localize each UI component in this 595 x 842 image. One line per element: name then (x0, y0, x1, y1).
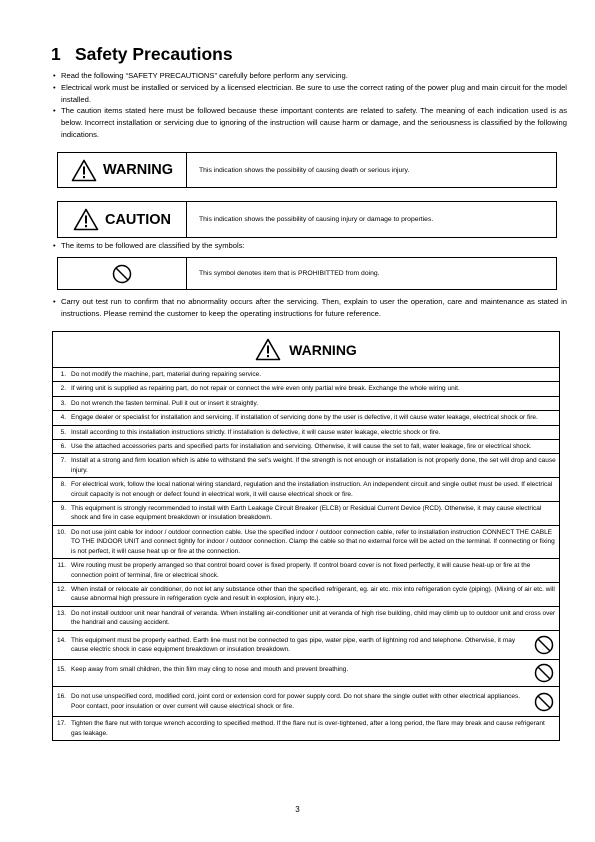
item-number: 12. (56, 585, 66, 593)
warning-table (52, 331, 560, 741)
intro-item: • Read the following “SAFETY PRECAUTIONS” carefully before perform any servicing. (52, 70, 567, 82)
item-number: 14. (56, 636, 66, 644)
table-row (53, 368, 559, 381)
item-text: Keep away from small children, the thin film may cling to nose and mouth and prevent breathing. (71, 666, 349, 674)
prohibited-symbol-cell (58, 258, 187, 289)
table-row (53, 425, 559, 439)
item-number: 11. (57, 562, 66, 570)
item-number: 15. (56, 666, 66, 674)
item-number: 6. (60, 443, 66, 451)
warning-table-header (53, 332, 559, 368)
symbols-note: • The items to be followed are classified by the symbols: (52, 240, 567, 252)
table-row (53, 477, 559, 501)
item-number: 5. (60, 428, 66, 436)
item-number: 3. (60, 399, 66, 407)
item-text: Engage dealer or specialist for installation and servicing. If installation of servicing done by the user is defective, it will cause water leakage, electrical shock or fire. (71, 414, 538, 422)
table-row (53, 659, 559, 686)
table-row (53, 381, 559, 395)
intro-item: • Electrical work must be installed or serviced by a licensed electrician. Be sure to use the correct rating of the power plug and main circuit for the model installed. (52, 82, 567, 106)
prohibited-indication-box (57, 257, 557, 290)
item-number: 16. (56, 693, 66, 701)
caution-triangle-icon (73, 208, 99, 231)
item-number: 13. (56, 609, 66, 617)
item-text: Tighten the flare nut with torque wrench according to specified method. If the flare nut is over-tightened, after a long period, the flare may break and cause refrigerant gas leakage. (71, 720, 545, 737)
table-row (53, 630, 559, 660)
table-row (53, 558, 559, 582)
item-number: 2. (60, 385, 66, 393)
item-text: For electrical work, follow the local national wiring standard, regulation and the installation instruction. An independent circuit and single outlet must be used. If electrical circuit capacity is not enough or defect found in electrical work, it will cause electrical shock or fire. (71, 481, 553, 498)
page-title (51, 44, 233, 65)
test-run-note: • Carry out test run to confirm that no abnormality occurs after the servicing. Then, explain to user the operation, care and maintenance as stated in instructions. Please remind the customer to keep the operating instructions for future reference. (52, 296, 567, 320)
warning-table-heading: WARNING (289, 341, 357, 358)
warning-triangle-icon (71, 159, 97, 182)
caution-label-cell (58, 202, 187, 237)
section-number: 1 (51, 44, 61, 64)
warning-indication-box (57, 152, 557, 188)
item-number: 1. (60, 371, 66, 378)
item-number: 8. (60, 481, 66, 489)
item-number: 7. (60, 457, 66, 465)
table-row (53, 606, 559, 630)
warning-label-cell (58, 153, 187, 187)
intro-list (52, 70, 567, 141)
table-row (53, 525, 559, 558)
table-row (53, 453, 559, 477)
item-text: Use the attached accessories parts and specified parts for installation and servicing. Otherwise, it will cause the set to fall, water leakage, fire or electrical shock. (71, 443, 532, 451)
item-text: Do not install outdoor unit near handrail of veranda. When installing air-conditioner unit at veranda of high rise building, child may climb up to outdoor unit and cross over the handrail and causing accident. (71, 609, 556, 627)
item-text: Do not use unspecified cord, modified cord, joint cord or extension cord for power supply cord. Do not share the single outlet with other electrical appliances. Poor contact, poor insulation or over current will cause electrical shock or fire. (71, 693, 521, 710)
item-text: When install or relocate air conditioner, do not let any substance other than the specified refrigerant, eg. air etc. mix into refrigeration cycle (piping). (Mixing of air etc. will cause abnormal high pressure in refrigeration cycle and result in explosion, injury etc.). (71, 585, 555, 603)
table-row (53, 396, 559, 410)
table-row (53, 582, 559, 606)
warning-table-body (53, 368, 559, 740)
prohibited-icon (112, 264, 132, 284)
warning-description: This indication shows the possibility of causing death or serious injury. (199, 166, 410, 174)
item-text: Wire routing must be properly arranged so that control board cover is fixed properly. If control board cover is not fixed perfectly, it will cause heat-up or fire at the connection point of terminal, fire or electrical shock. (71, 562, 531, 579)
table-row (53, 501, 559, 525)
prohibited-icon (529, 634, 559, 657)
prohibited-description: This symbol denotes item that is PROHIBITTED from doing. (199, 270, 380, 277)
prohibited-icon (529, 663, 559, 683)
warning-triangle-icon (255, 338, 281, 361)
item-text: Do not use joint cable for indoor / outdoor connection cable. Use the specified indoor / outdoor connection cable, refer to installation instruction CONNECT THE CABLE TO THE INDOOR UNIT and connect tightly for indoor / outdoor connection. Clamp the cable so that no external force will be acted on the terminal. If connecting or fixing is not perfect, it will cause heat up or fire at the connection. (71, 528, 555, 555)
caution-label: CAUTION (104, 211, 172, 228)
warning-label: WARNING (102, 162, 174, 178)
table-row (53, 716, 559, 740)
item-text: Install according to this installation instructions strictly. If installation is defective, it will cause water leakage, electric shock or fire. (71, 428, 441, 436)
item-number: 10. (56, 528, 66, 536)
item-text: Install at a strong and firm location which is able to withstand the set’s weight. If the strength is not enough or installation is not properly done, the set will drop and cause injury. (71, 457, 556, 474)
item-number: 4. (60, 414, 66, 422)
item-text: Do not wrench the fasten terminal. Pull it out or insert it straightly. (71, 399, 259, 407)
item-text: Do not modify the machine, part, material during repairing service. (71, 371, 262, 378)
table-row (53, 686, 559, 716)
table-row (53, 439, 559, 453)
caution-description: This indication shows the possibility of causing injury or damage to properties. (199, 216, 434, 223)
item-text: This equipment is strongly recommended to install with Earth Leakage Circuit Breaker (ELCB) or Residual Current Device (RCD). Otherwise, it may cause electrical shock and fire in case equipment breakdown or insulation breakdown. (71, 505, 542, 522)
caution-indication-box (57, 201, 557, 238)
section-title: Safety Precautions (75, 44, 233, 64)
item-text: If wiring unit is supplied as repairing part, do not repair or connect the wire even only partial wire break. Exchange the whole wiring unit. (71, 385, 460, 393)
item-number: 9. (60, 505, 66, 513)
prohibited-icon (529, 690, 559, 713)
page-number: 3 (295, 805, 300, 814)
item-text: This equipment must be properly earthed. Earth line must not be connected to gas pipe, water pipe, earth of lightning rod and telephone. Otherwise, it may cause electric shock in case equipment breakdown or insulation breakdown. (71, 636, 516, 653)
item-number: 17. (56, 720, 66, 728)
table-row (53, 410, 559, 424)
intro-item: • The caution items stated here must be followed because these important contents are related to safety. The meaning of each indication used is as below. Incorrect installation or servicing due to ignoring of the instruction will cause harm or damage, and the seriousness is classified by the following indications. (52, 105, 567, 140)
